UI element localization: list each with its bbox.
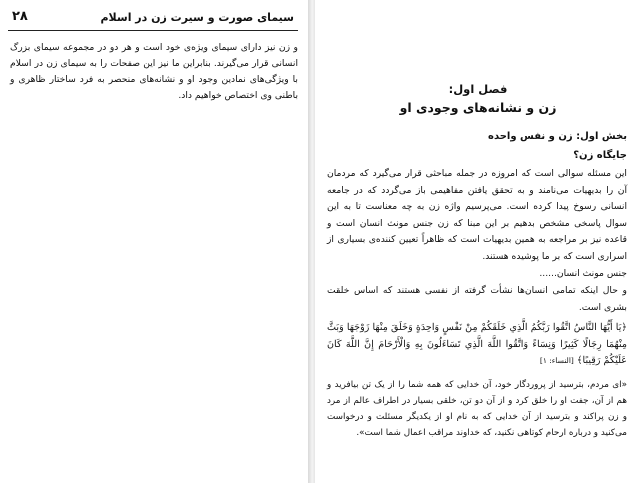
running-title: سیمای صورت و سیرت زن در اسلام [100, 11, 294, 24]
book-gutter [308, 0, 315, 483]
left-page-text: و زن نیز دارای سیمای ویژه‌ی خود است و هر دو در مجموعه سیمای بزرگ انسانی قرار می‌گیرند. بنابراین ما نیز این صفحات را به سیمای زن در اسلام با ویژگی‌های نمادین وجود او و نشانه‌های منحصر به فرد ساختار ظاهری و باطنی وی اختصاص خواهیم داد. [10, 42, 298, 101]
chapter-title: زن و نشانه‌های وجودی او [399, 100, 557, 115]
left-page [0, 0, 308, 483]
page-number: ۲۸ [12, 9, 28, 24]
paragraph-3: و حال اینکه تمامی انسان‌ها نشأت گرفته از نفسی هستند که اساس خلقت بشری است. [327, 285, 627, 313]
paragraph-2: جنس مونث انسان...... [539, 268, 627, 279]
right-page [315, 0, 637, 483]
running-header [8, 8, 298, 31]
verse-text: ﴿يَا أَيُّهَا النَّاسُ اتَّقُوا رَبَّكُمُ الَّذِي خَلَقَكُمْ مِنْ نَفْسٍ وَاحِدَةٍ وَخَلَقَ مِنْهَا زَوْجَهَا وَبَثَّ مِنْهُمَا رِجَالًا كَثِيرًا وَنِسَاءً وَاتَّقُوا اللَّهَ الَّذِي تَسَاءَلُونَ بِهِ وَالْأَرْحَامَ إِنَّ اللَّهَ كَانَ عَلَيْكُمْ رَقِيبًا﴾ [327, 322, 627, 366]
paragraph-1: این مسئله سوالی است که امروزه در جمله مباحثی قرار می‌گیرد که مردمان آن را بدیهیات می‌نامند و به تحقق یافتن مفاهیمی باز می‌گردد که در جامعه انسانی رسوخ پیدا کرده است. می‌پرسیم واژه زن به چه معناست تا به این سوال پاسخی مشخص بدهیم بر این مبنا که زن جنس مونث انسان است و قاعده نیز بر مراجعه به همین بدیهیات است که ظاهراً تعیین کننده‌ی بسیاری از اسراری است که بر ما پوشیده هستند. [327, 168, 627, 262]
verse-reference: [النساء: ۱] [539, 356, 574, 365]
section-heading: بخش اول: زن و نفس واحده [488, 131, 627, 142]
chapter-label: فصل اول: [448, 82, 508, 96]
quran-verse [327, 320, 627, 370]
verse-translation: «ای مردم، بترسید از پروردگار خود، آن خدایی که همه شما را از یک تن بیافرید و هم از آن، جفت او را خلق کرد و از آن دو تن، خلقی بسیار در اطراف عالم از مرد و زن پراکند و بترسید از آن خدایی که به نام او از یکدیگر مسئلت و درخواست می‌کنید و درباره ارحام کوتاهی نکنید، که خداوند مراقب اعمال شما است». [327, 380, 627, 438]
subsection-heading: جایگاه زن؟ [573, 150, 627, 161]
